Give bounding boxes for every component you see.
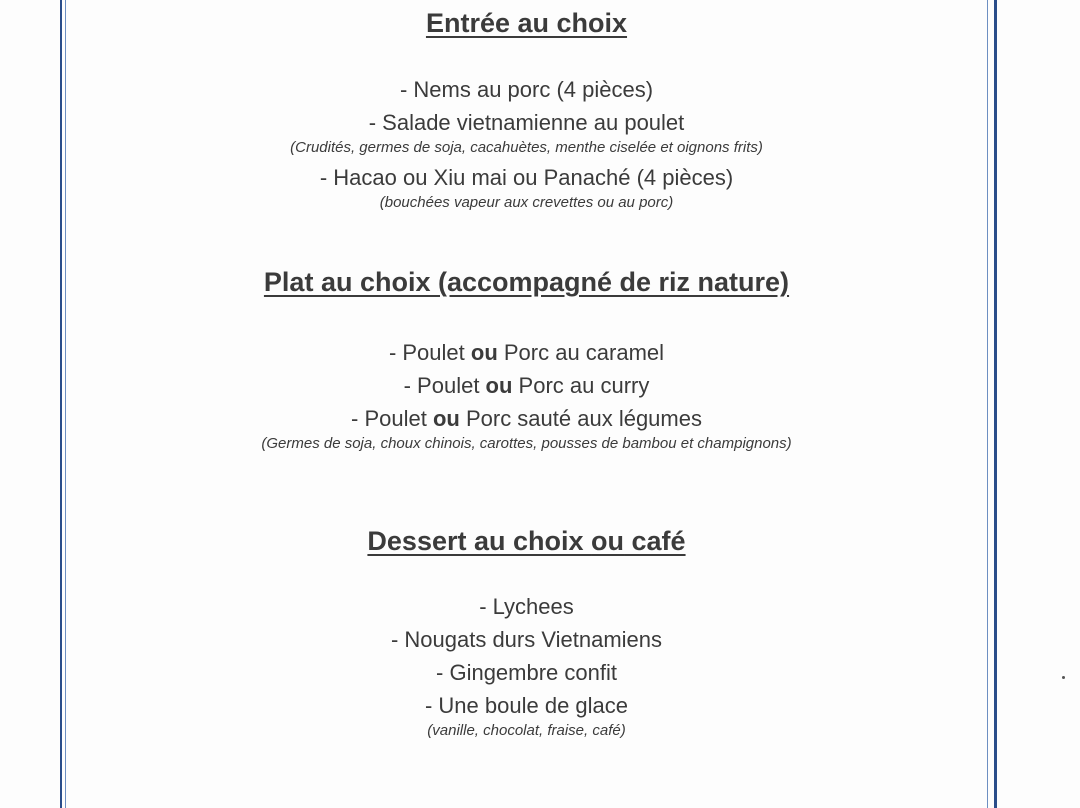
page-border-right	[987, 0, 997, 808]
scan-speck	[1062, 676, 1065, 679]
dessert-section	[66, 524, 987, 558]
menu-item-note: (vanille, chocolat, fraise, café)	[427, 722, 626, 739]
menu-item: - Hacao ou Xiu mai ou Panaché (4 pièces)	[319, 165, 734, 190]
menu-item-or: ou	[432, 406, 460, 431]
menu-item-note: (Crudités, germes de soja, cacahuètes, menthe ciselée et oignons frits)	[290, 139, 763, 156]
menu-item: - Une boule de glace	[424, 693, 629, 718]
menu-item: - Gingembre confit	[436, 660, 617, 685]
dessert-heading-text: Dessert au choix	[367, 526, 592, 556]
entree-items	[66, 73, 987, 216]
menu-item: - Salade vietnamienne au poulet	[368, 110, 685, 135]
menu-item	[66, 336, 987, 369]
menu-item-text: - Poulet	[388, 340, 471, 365]
menu-item-or: ou	[470, 340, 498, 365]
dessert-heading	[66, 524, 987, 558]
dessert-heading-text: café	[624, 526, 686, 556]
dessert-heading-or: ou	[591, 526, 625, 556]
plat-heading: Plat au choix (accompagné de riz nature)	[263, 267, 790, 297]
dessert-items	[66, 590, 987, 744]
menu-item-note: (Germes de soja, choux chinois, carottes, pousses de bambou et champignons)	[261, 435, 792, 452]
menu-item-text: Porc au curry	[512, 373, 650, 398]
menu-item-note: (bouchées vapeur aux crevettes ou au porc)	[379, 194, 674, 211]
menu-page	[66, 0, 987, 808]
menu-item-or: ou	[485, 373, 513, 398]
menu-item: - Nougats durs Vietnamiens	[390, 627, 663, 652]
menu-item-text: - Poulet	[351, 406, 433, 431]
entree-heading: Entrée au choix	[425, 8, 628, 38]
menu-item-text: Porc sauté aux légumes	[459, 406, 702, 431]
menu-item	[66, 369, 987, 402]
menu-item-text: - Poulet	[403, 373, 486, 398]
plat-items	[66, 336, 987, 457]
menu-item: - Lychees	[479, 594, 574, 619]
plat-section	[66, 265, 987, 299]
menu-item: - Nems au porc (4 pièces)	[399, 77, 654, 102]
entree-section	[66, 6, 987, 40]
menu-item-text: Porc au caramel	[497, 340, 665, 365]
